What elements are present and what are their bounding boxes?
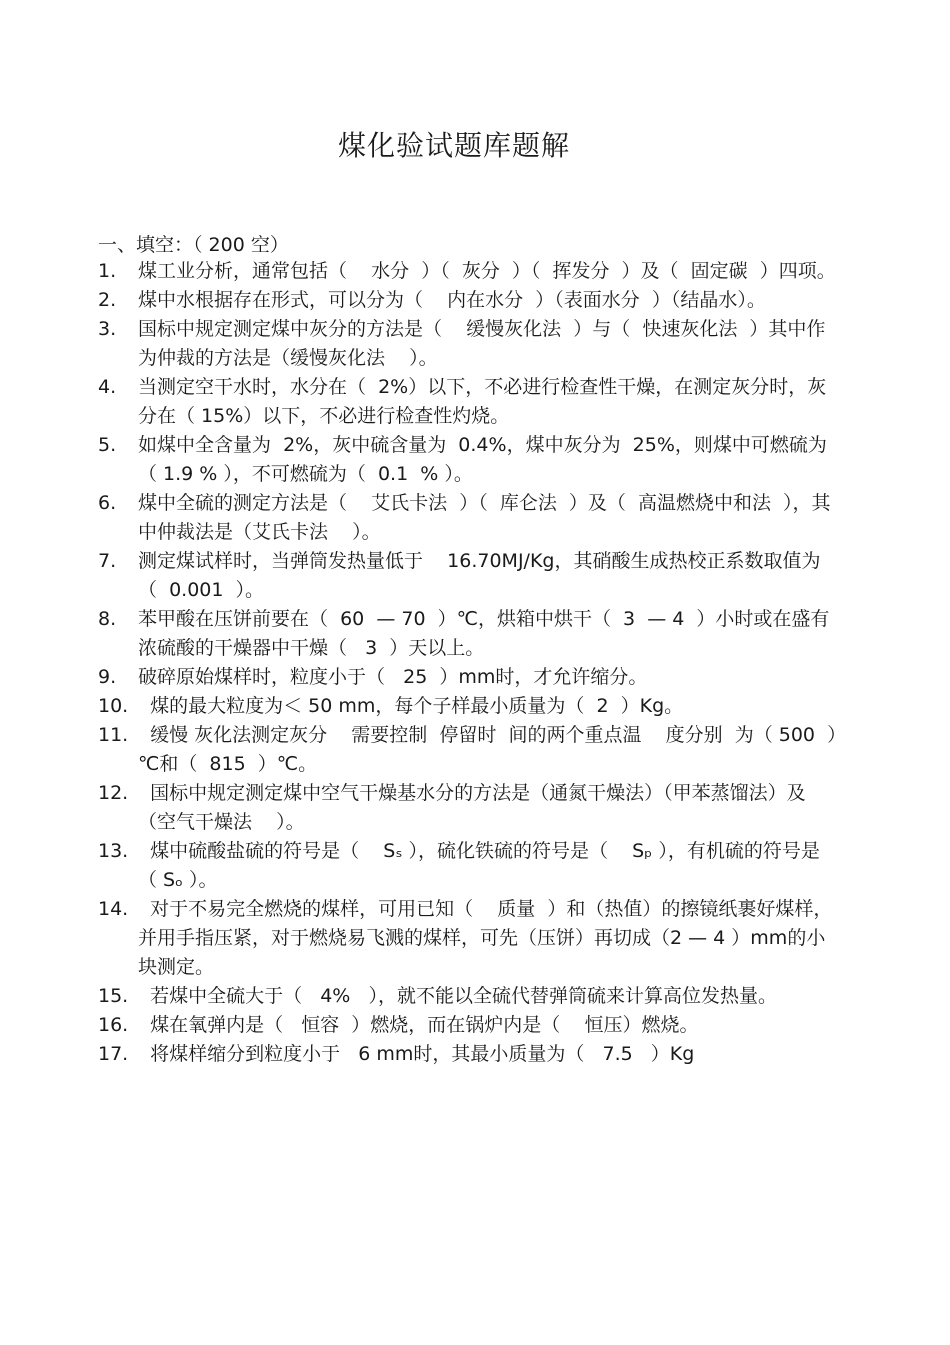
question-number: 2. bbox=[98, 289, 117, 311]
question-item bbox=[98, 663, 838, 692]
question-number: 3. bbox=[98, 318, 117, 340]
question-item bbox=[98, 605, 838, 663]
question-number: 13. bbox=[98, 840, 129, 862]
question-list bbox=[98, 257, 838, 1069]
section-heading: 一、填空：（ 200 空） bbox=[98, 234, 289, 256]
question-item bbox=[98, 837, 838, 895]
question-number: 9. bbox=[98, 666, 117, 688]
question-text: 缓慢 灰化法测定灰分 需要控制 停留时 间的两个重点温 度分别 为（ 500 ）℃和（ 815 ）℃。 bbox=[138, 724, 837, 775]
question-text: 苯甲酸在压饼前要在（ 60 — 70 ）℃，烘箱中烘干（ 3 — 4 ）小时或在盛有浓硫酸的干燥器中干燥（ 3 ）天以上。 bbox=[138, 608, 830, 659]
question-text: 煤中全硫的测定方法是（ 艾氏卡法 ）（ 库仑法 ）及（ 高温燃烧中和法 ），其中仲裁法是（艾氏卡法 ）。 bbox=[138, 492, 831, 543]
question-text: 当测定空干水时，水分在（ 2%）以下，不必进行检查性干燥，在测定灰分时，灰分在（ 15%）以下，不必进行检查性灼烧。 bbox=[138, 376, 827, 427]
question-item bbox=[98, 721, 838, 779]
question-text: 若煤中全硫大于（ 4% ），就不能以全硫代替弹筒硫来计算高位发热量。 bbox=[138, 985, 777, 1007]
question-item bbox=[98, 1011, 838, 1040]
question-number: 4. bbox=[98, 376, 117, 398]
question-text: 测定煤试样时，当弹筒发热量低于 16.70MJ/Kg，其硝酸生成热校正系数取值为（ 0.001 ）。 bbox=[138, 550, 821, 601]
question-text: 煤中硫酸盐硫的符号是（ Sₛ ），硫化铁硫的符号是（ Sₚ ），有机硫的符号是（ Sₒ ）。 bbox=[138, 840, 820, 891]
question-number: 16. bbox=[98, 1014, 129, 1036]
question-item bbox=[98, 982, 838, 1011]
question-item bbox=[98, 489, 838, 547]
question-text: 煤在氧弹内是（ 恒容 ）燃烧，而在锅炉内是（ 恒压）燃烧。 bbox=[138, 1014, 699, 1036]
question-number: 10. bbox=[98, 695, 129, 717]
question-text: 煤中水根据存在形式，可以分为（ 内在水分 ）（表面水分 ）（结晶水）。 bbox=[138, 289, 766, 311]
question-item bbox=[98, 286, 838, 315]
question-number: 7. bbox=[98, 550, 117, 572]
question-number: 12. bbox=[98, 782, 129, 804]
question-number: 1. bbox=[98, 260, 117, 282]
question-text: 煤工业分析，通常包括（ 水分 ）（ 灰分 ）（ 挥发分 ）及（ 固定碳 ）四项。 bbox=[138, 260, 836, 282]
question-text: 如煤中全含量为 2%，灰中硫含量为 0.4%，煤中灰分为 25%，则煤中可燃硫为（ 1.9 % ），不可燃硫为（ 0.1 % ）。 bbox=[138, 434, 827, 485]
question-text: 国标中规定测定煤中灰分的方法是（ 缓慢灰化法 ）与（ 快速灰化法 ）其中作为仲裁的方法是（缓慢灰化法 ）。 bbox=[138, 318, 826, 369]
question-item bbox=[98, 779, 838, 837]
question-item bbox=[98, 373, 838, 431]
question-text: 煤的最大粒度为＜ 50 mm，每个子样最小质量为（ 2 ）Kg。 bbox=[138, 695, 684, 717]
question-text: 破碎原始煤样时，粒度小于（ 25 ）mm时，才允许缩分。 bbox=[138, 666, 648, 688]
question-item bbox=[98, 547, 838, 605]
question-item bbox=[98, 431, 838, 489]
question-item bbox=[98, 315, 838, 373]
question-number: 17. bbox=[98, 1043, 129, 1065]
question-item bbox=[98, 1040, 838, 1069]
question-number: 14. bbox=[98, 898, 129, 920]
question-number: 5. bbox=[98, 434, 117, 456]
question-item bbox=[98, 257, 838, 286]
question-text: 国标中规定测定煤中空气干燥基水分的方法是（通氮干燥法）（甲苯蒸馏法）及（空气干燥法 ）。 bbox=[138, 782, 806, 833]
question-item bbox=[98, 895, 838, 982]
question-number: 15. bbox=[98, 985, 129, 1007]
question-text: 将煤样缩分到粒度小于 6 mm时，其最小质量为（ 7.5 ）Kg bbox=[138, 1043, 695, 1065]
question-number: 6. bbox=[98, 492, 117, 514]
question-item bbox=[98, 692, 838, 721]
document-title: 煤化验试题库题解 bbox=[337, 129, 570, 162]
question-number: 8. bbox=[98, 608, 117, 630]
question-number: 11. bbox=[98, 724, 129, 746]
question-text: 对于不易完全燃烧的煤样，可用已知（ 质量 ）和（热值）的擦镜纸裹好煤样，并用手指压紧，对于燃烧易飞溅的煤样，可先（压饼）再切成（2 — 4 ）mm的小块测定。 bbox=[138, 898, 833, 978]
